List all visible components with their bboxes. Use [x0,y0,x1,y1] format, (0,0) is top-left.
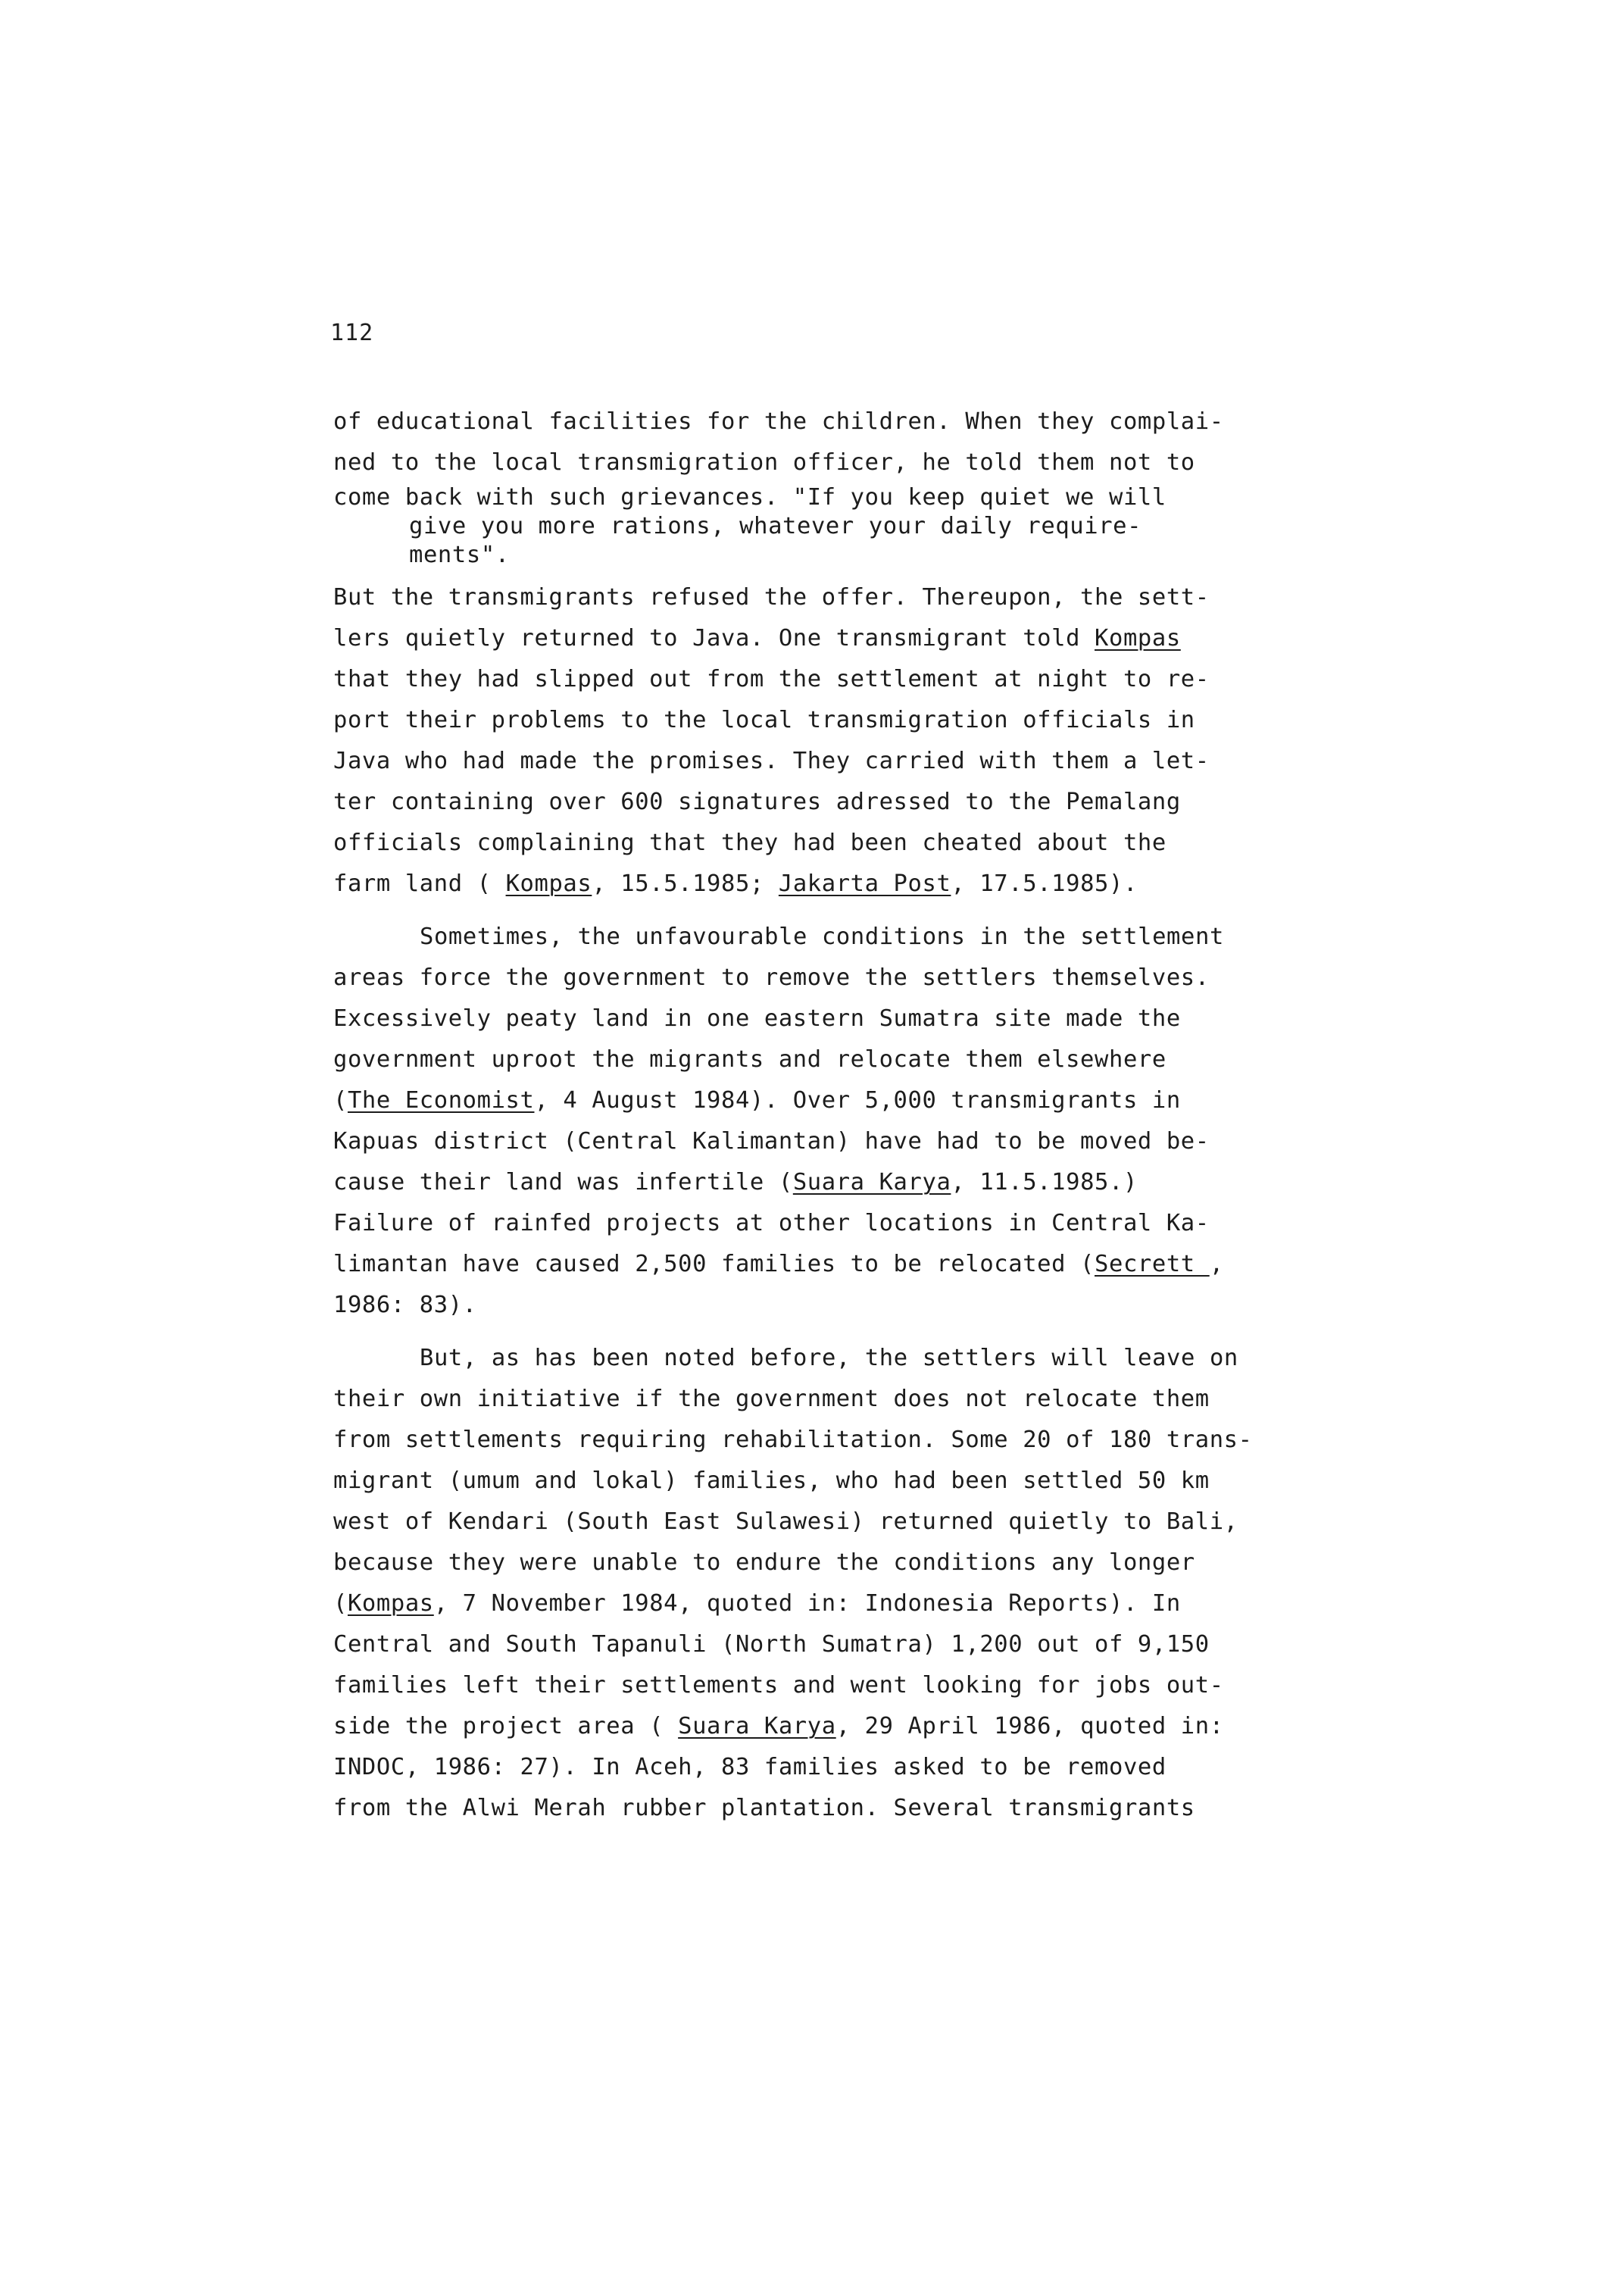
text-line: But the transmigrants refused the offer. Thereupon, the sett- [333,584,1210,611]
text-line: from settlements requiring rehabilitation. Some 20 of 180 trans- [333,1427,1253,1453]
text-line: government uproot the migrants and relocate them elsewhere [333,1046,1166,1073]
text-line: from the Alwi Merah rubber plantation. Several transmigrants [333,1795,1195,1821]
source-citation: Kompas [505,870,592,897]
text-line: migrant (umum and lokal) families, who had been settled 50 km [333,1467,1210,1494]
source-citation: Suara Karya [792,1169,951,1196]
block-quote-start: "If you keep quiet we will [778,484,1166,511]
text-line: west of Kendari (South East Sulawesi) returned quietly to Bali, [333,1508,1238,1535]
text-line: officials complaining that they had been cheated about the [333,830,1166,856]
text-line: Failure of rainfed projects at other locations in Central Ka- [333,1210,1210,1236]
text-line: Kapuas district (Central Kalimantan) have had to be moved be- [333,1128,1210,1155]
text-line: lers quietly returned to Java. One transmigrant told Kompas [333,625,1181,652]
text-line: because they were unable to endure the conditions any longer [333,1549,1195,1576]
text-line: But, as has been noted before, the settlers will leave on [420,1345,1238,1371]
paragraph-3 [333,917,1363,1326]
text-line: Central and South Tapanuli (North Sumatra) 1,200 out of 9,150 [333,1631,1210,1658]
text-line: come back with such grievances. "If you keep quiet we will [333,484,1166,511]
paragraph-4 [333,1338,1363,1829]
paragraph-1 [333,402,1363,570]
page-number: 112 [330,320,374,346]
text-line: ter containing over 600 signatures adressed to the Pemalang [333,789,1181,815]
source-citation: Jakarta Post [778,870,951,897]
text-line: Java who had made the promises. They carried with them a let- [333,748,1210,774]
text-line: their own initiative if the government does not relocate them [333,1386,1210,1412]
text-line: (Kompas, 7 November 1984, quoted in: Indonesia Reports). In [333,1590,1181,1617]
source-citation: Kompas [1095,625,1181,652]
paragraph-2 [333,577,1363,905]
source-citation: Secrett [1095,1251,1210,1277]
block-quote-line: ments". [409,542,510,568]
text-line: farm land ( Kompas, 15.5.1985; Jakarta Post, 17.5.1985). [333,870,1138,897]
text-line: cause their land was infertile (Suara Karya, 11.5.1985.) [333,1169,1138,1196]
source-citation: Kompas [347,1590,434,1617]
text-line: Excessively peaty land in one eastern Sumatra site made the [333,1005,1181,1032]
text-line: limantan have caused 2,500 families to be relocated (Secrett , [333,1251,1224,1277]
text-line: (The Economist, 4 August 1984). Over 5,000 transmigrants in [333,1087,1181,1114]
text-line: that they had slipped out from the settlement at night to re- [333,666,1210,692]
text-line: INDOC, 1986: 27). In Aceh, 83 families asked to be removed [333,1754,1166,1780]
text-line: areas force the government to remove the settlers themselves. [333,964,1210,991]
source-citation: Suara Karya [678,1713,836,1739]
text-line: of educational facilities for the children. When they complai- [333,408,1224,435]
text-line: side the project area ( Suara Karya, 29 April 1986, quoted in: [333,1713,1224,1739]
source-citation: The Economist [347,1087,535,1114]
text-line: families left their settlements and went looking for jobs out- [333,1672,1224,1699]
block-quote-line: give you more rations, whatever your daily require- [409,513,1142,539]
text-line: Sometimes, the unfavourable conditions in the settlement [420,924,1224,950]
text-line: 1986: 83). [333,1292,477,1318]
text-line: port their problems to the local transmigration officials in [333,707,1195,733]
text-line: ned to the local transmigration officer, he told them not to [333,449,1195,476]
